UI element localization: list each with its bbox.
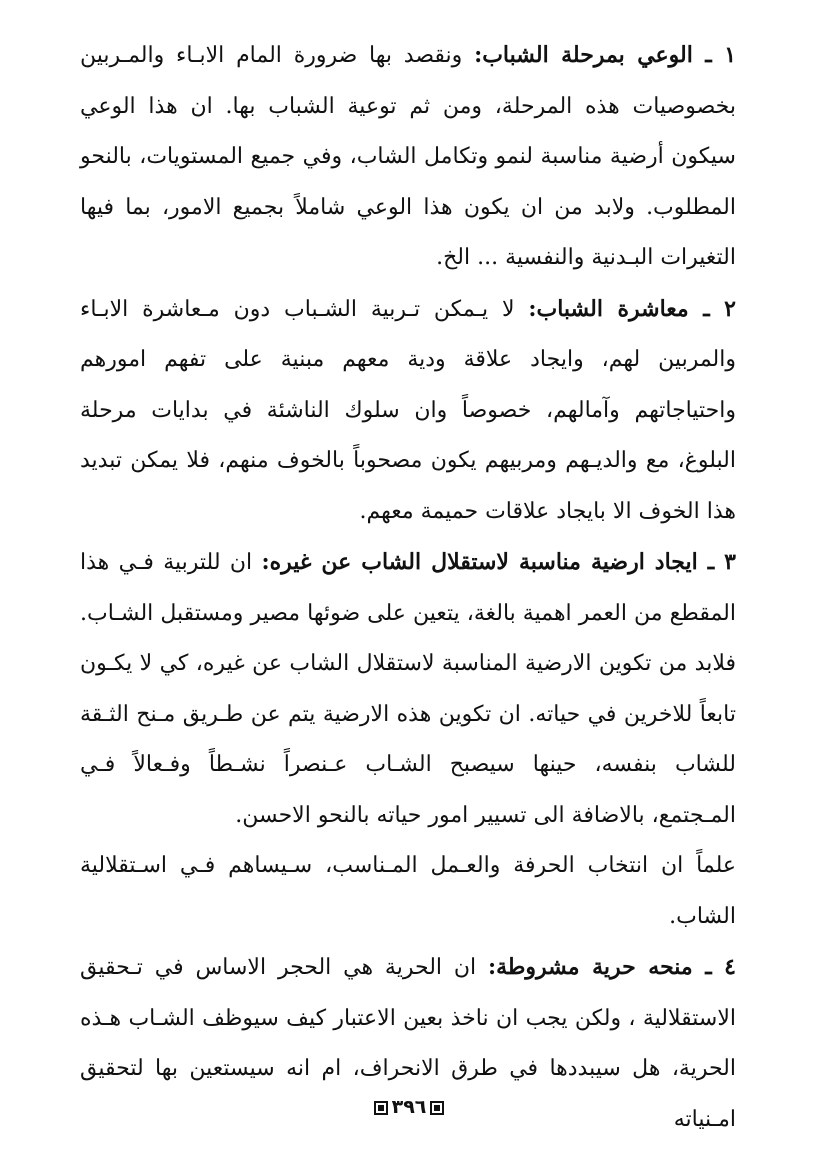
paragraph-heading: ٢ ـ معاشرة الشباب: (528, 295, 736, 322)
paragraph-text: ان الحرية هي الحجر الاساس في تـحقيق الاستقلالية ، ولكن يجب ان ناخذ بعين الاعتبار كيف سيوظف الشـاب هـذه الحرية، هل سيبددها في طرق الانحراف، ام انه سيستعين بها لتحقيق امـنياته (80, 955, 736, 1132)
paragraph-heading: ٣ ـ ايجاد ارضية مناسبة لاستقلال الشاب عن غيره: (261, 549, 736, 575)
paragraph-youth-companionship (80, 284, 736, 538)
paragraph-text: ان للتربية فـي هذا المقطع من العمر اهمية بالغة، يتعين على ضوئها مصير ومستقبل الشـاب. فلابد من تكوين الارضية المناسبة لاستقلال الشاب عن غيره، كي لا يكـون تابعاً للاخرين في حياته. ان تكوين هذه الارضية يتم عن طـريق مـنح الثـقة للشاب بنفسه، حينها سيصبح الشـاب عـنصراً نشـطاً وفـعالاً فـي المـجتمع، بالاضافة الى تسيير امور حياته بالنحو الاحسن. (80, 550, 736, 828)
paragraph-career-note (80, 841, 736, 942)
page-number: ٣٩٦ (391, 1096, 427, 1118)
paragraph-text: ونقصد بها ضرورة المام الابـاء والمـربين بخصوصيات هذه المرحلة، ومن ثم توعية الشباب بها. ان هذا الوعي سيكون أرضية مناسبة لنمو وتكامل الشاب، وفي جميع المستويات، بالنحو المطلوب. ولابد من ان يكون هذا الوعي شاملاً بجميع الامور، بما فيها التغيرات البـدنية والنفسية ... الخ. (80, 43, 736, 270)
page-body (80, 30, 736, 1145)
ornament-box-icon (430, 1101, 444, 1115)
paragraph-text: علماً ان انتخاب الحرفة والعـمل المـناسب، سـيساهم فـي اسـتقلالية الشاب. (80, 853, 736, 929)
paragraph-youth-awareness (80, 30, 736, 284)
ornament-box-icon (374, 1101, 388, 1115)
paragraph-independence-groundwork (80, 537, 736, 841)
page-footer (0, 1096, 818, 1118)
paragraph-heading: ٤ ـ منحه حرية مشروطة: (487, 954, 736, 980)
paragraph-text: لا يـمكن تـربية الشـباب دون مـعاشرة الابـاء والمربين لهم، وايجاد علاقة ودية معهم مبنية على تفهم امورهم واحتياجاتهم وآمالهم، خصوصاً وان سلوك الناشئة في بدايات مرحلة البلوغ، مع والديـهم ومربيهم يكون مصحوباً بالخوف منهم، فلا يمكن تبديد هذا الخوف الا بايجاد علاقات حميمة معهم. (80, 296, 736, 524)
paragraph-heading: ١ ـ الوعي بمرحلة الشباب: (474, 42, 737, 68)
